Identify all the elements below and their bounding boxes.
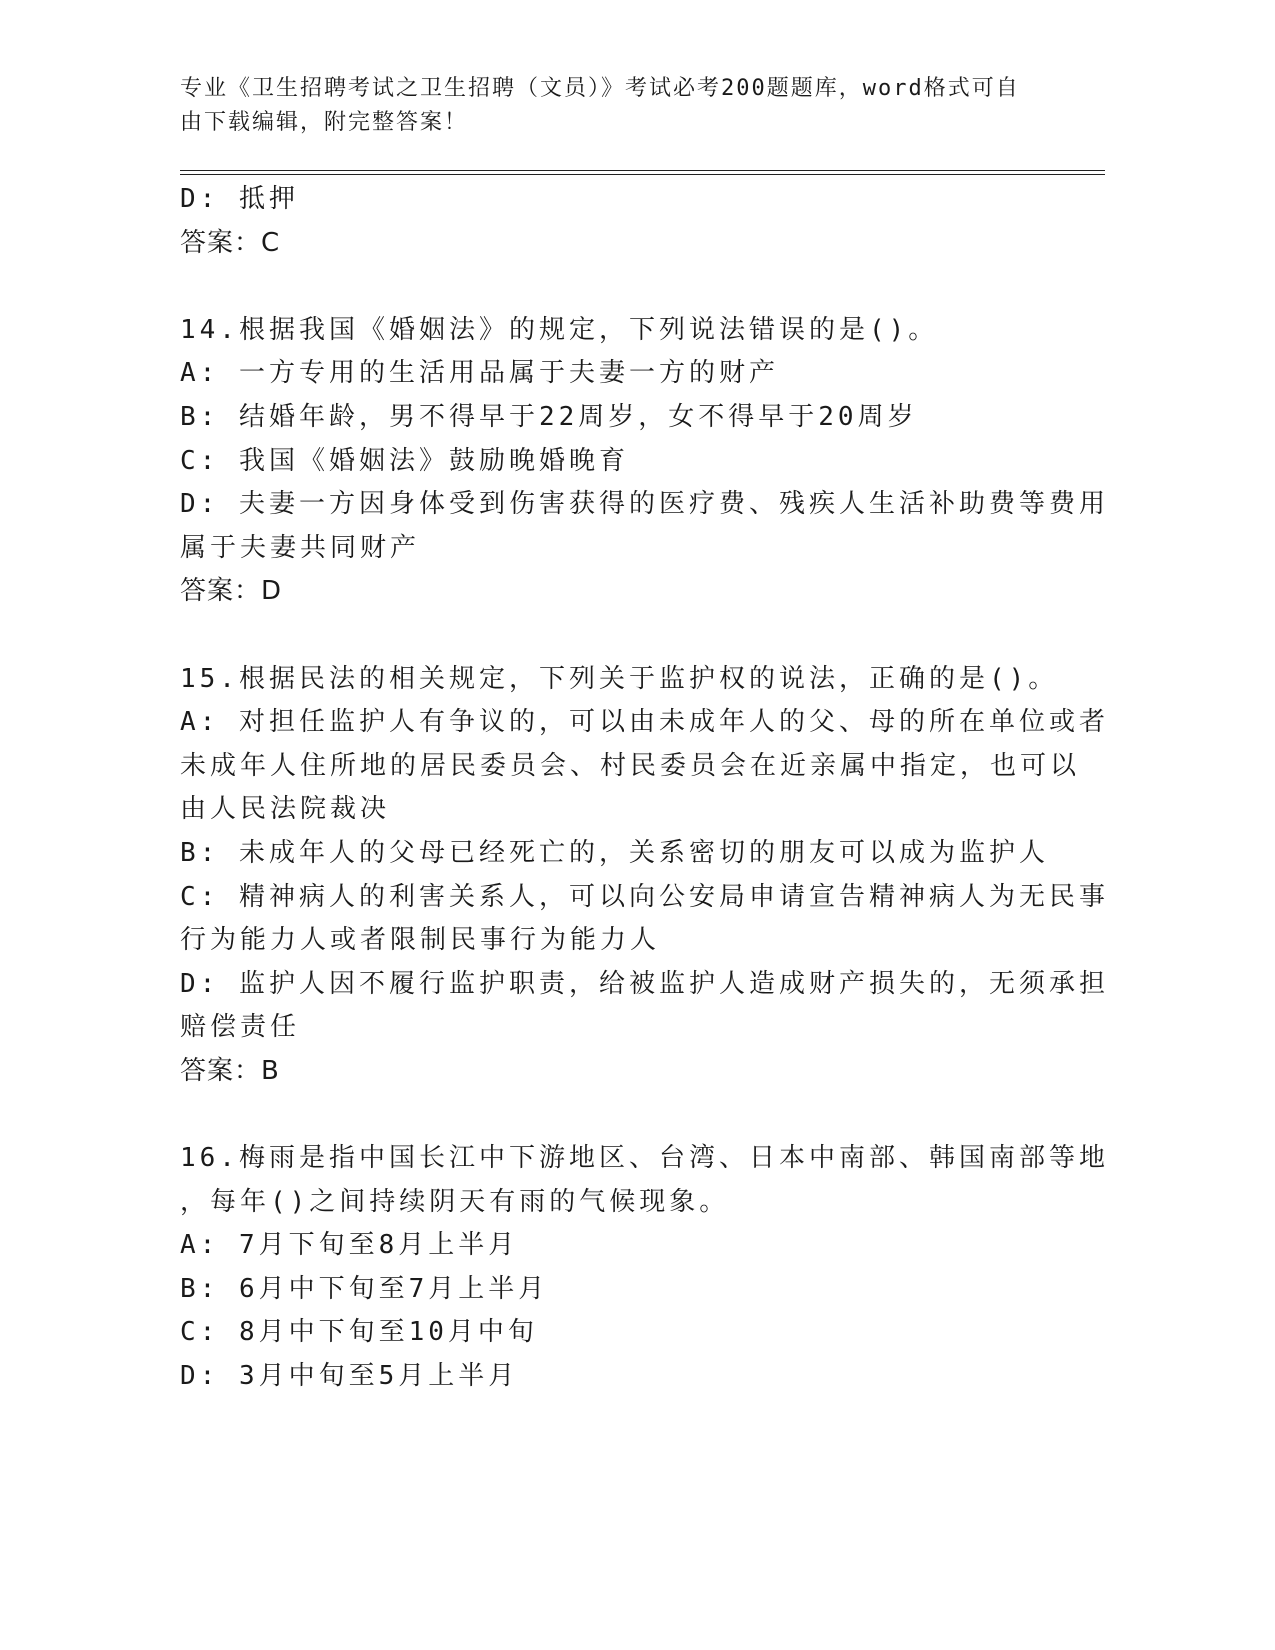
document-header <box>180 72 1040 140</box>
header-line: 专业《卫生招聘考试之卫生招聘（文员）》考试必考200题题库，word格式可自 <box>180 76 1020 101</box>
question-stem-continued: ，每年()之间持续阴天有雨的气候现象。 <box>180 1186 730 1217</box>
answer-line: 答案：C <box>180 227 281 258</box>
option-c-continued: 行为能力人或者限制民事行为能力人 <box>180 925 661 956</box>
question-stem: 14.根据我国《婚姻法》的规定，下列说法错误的是()。 <box>180 314 939 345</box>
option-d: D: 监护人因不履行监护职责，给被监护人造成财产损失的，无须承担 <box>180 968 1109 999</box>
answer-line: 答案：B <box>180 1055 280 1086</box>
option-d-continued: 赔偿责任 <box>180 1012 301 1043</box>
option-d: D: 抵押 <box>180 184 299 214</box>
option-a: A: 对担任监护人有争议的，可以由未成年人的父、母的所在单位或者 <box>180 707 1109 738</box>
header-divider <box>180 174 1105 175</box>
header-line: 由下载编辑，附完整答案！ <box>180 110 469 135</box>
option-d: D: 夫妻一方因身体受到伤害获得的医疗费、残疾人生活补助费等费用 <box>180 489 1109 520</box>
header-divider <box>180 170 1105 171</box>
option-b: B: 6月中下旬至7月上半月 <box>180 1273 549 1304</box>
option-c: C: 8月中下旬至10月中旬 <box>180 1317 538 1348</box>
option-a-continued: 未成年人住所地的居民委员会、村民委员会在近亲属中指定，也可以 <box>180 750 1081 781</box>
option-d: D: 3月中旬至5月上半月 <box>180 1361 519 1392</box>
option-a-continued: 由人民法院裁决 <box>180 794 391 825</box>
question-stem: 16.梅雨是指中国长江中下游地区、台湾、日本中南部、韩国南部等地 <box>180 1143 1109 1174</box>
option-a: A: 一方专用的生活用品属于夫妻一方的财产 <box>180 358 779 389</box>
spacer <box>180 614 1040 658</box>
option-d-continued: 属于夫妻共同财产 <box>180 532 421 563</box>
question-14 <box>180 309 1109 614</box>
question-stem: 15.根据民法的相关规定，下列关于监护权的说法，正确的是()。 <box>180 663 1059 694</box>
option-c: C: 精神病人的利害关系人，可以向公安局申请宣告精神病人为无民事 <box>180 881 1109 912</box>
question-15 <box>180 658 1109 1094</box>
question-content <box>180 178 1109 1399</box>
option-b: B: 结婚年龄，男不得早于22周岁，女不得早于20周岁 <box>180 401 918 432</box>
option-b: B: 未成年人的父母已经死亡的，关系密切的朋友可以成为监护人 <box>180 837 1049 868</box>
option-c: C: 我国《婚姻法》鼓励晚婚晚育 <box>180 445 629 476</box>
option-a: A: 7月下旬至8月上半月 <box>180 1230 519 1261</box>
question-16 <box>180 1137 1109 1399</box>
spacer <box>180 1093 1040 1137</box>
spacer <box>180 265 1040 309</box>
answer-line: 答案：D <box>180 576 283 607</box>
